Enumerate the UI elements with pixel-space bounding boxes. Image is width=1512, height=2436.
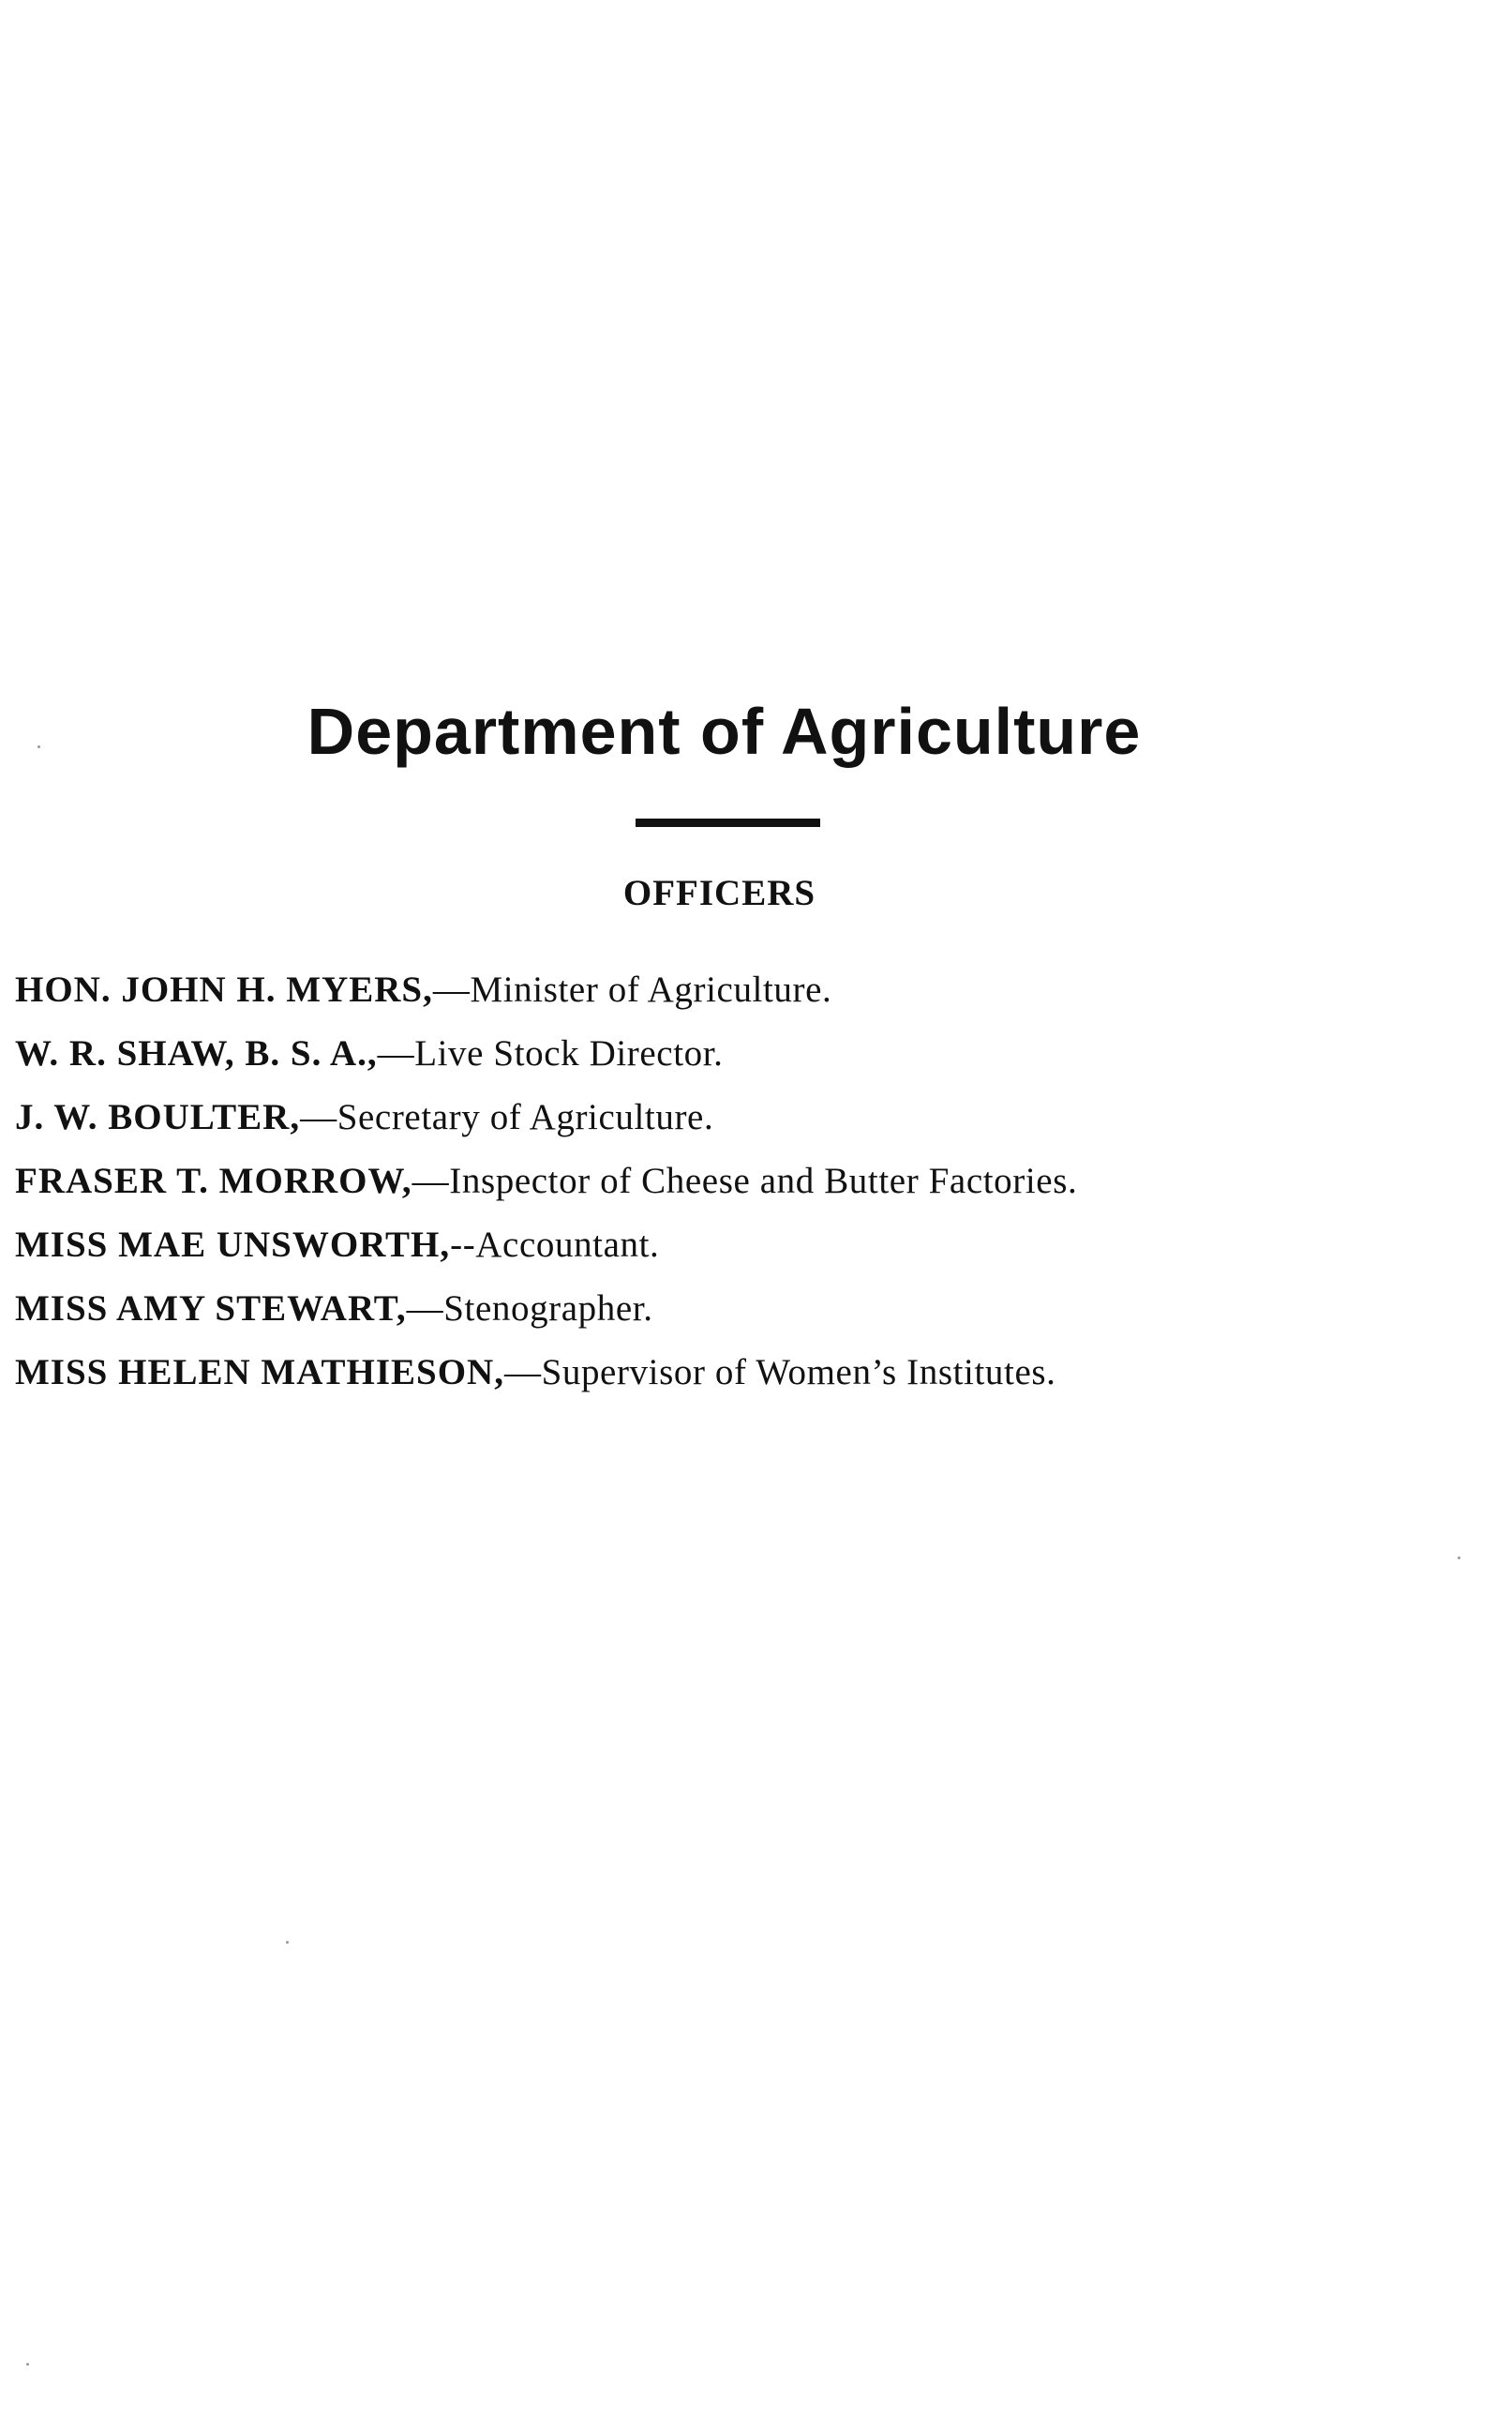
scan-speck xyxy=(1458,1556,1460,1559)
officer-name: FRASER T. MORROW, xyxy=(15,1161,412,1201)
officer-entry xyxy=(15,958,1496,1022)
section-heading: OFFICERS xyxy=(622,873,816,913)
officers-list xyxy=(15,958,1496,1405)
officer-role: —Secretary of Agriculture. xyxy=(300,1097,714,1137)
officer-entry xyxy=(15,1022,1496,1086)
officer-entry xyxy=(15,1341,1496,1405)
officer-role: --Accountant. xyxy=(450,1225,660,1265)
officer-entry xyxy=(15,1277,1496,1341)
officer-name: W. R. SHAW, B. S. A., xyxy=(15,1033,378,1074)
title-divider xyxy=(636,819,820,827)
officer-name: MISS AMY STEWART, xyxy=(15,1288,407,1329)
officer-role: —Minister of Agriculture. xyxy=(432,970,832,1010)
officer-entry xyxy=(15,1086,1496,1150)
officer-role: —Supervisor of Women’s Institutes. xyxy=(503,1352,1056,1392)
officer-entry xyxy=(15,1150,1496,1213)
officer-role: —Stenographer. xyxy=(406,1288,653,1329)
officer-name: MISS HELEN MATHIESON, xyxy=(15,1352,504,1392)
officer-name: J. W. BOULTER, xyxy=(15,1097,301,1137)
officer-entry xyxy=(15,1213,1496,1277)
officer-name: MISS MAE UNSWORTH, xyxy=(15,1225,451,1265)
scan-speck xyxy=(26,2363,29,2366)
page-title: Department of Agriculture xyxy=(307,695,1142,768)
officer-name: HON. JOHN H. MYERS, xyxy=(15,970,433,1010)
officer-role: —Live Stock Director. xyxy=(377,1033,724,1074)
scan-speck xyxy=(37,745,40,748)
scan-speck xyxy=(286,1941,289,1944)
officer-role: —Inspector of Cheese and Butter Factories. xyxy=(412,1161,1078,1201)
